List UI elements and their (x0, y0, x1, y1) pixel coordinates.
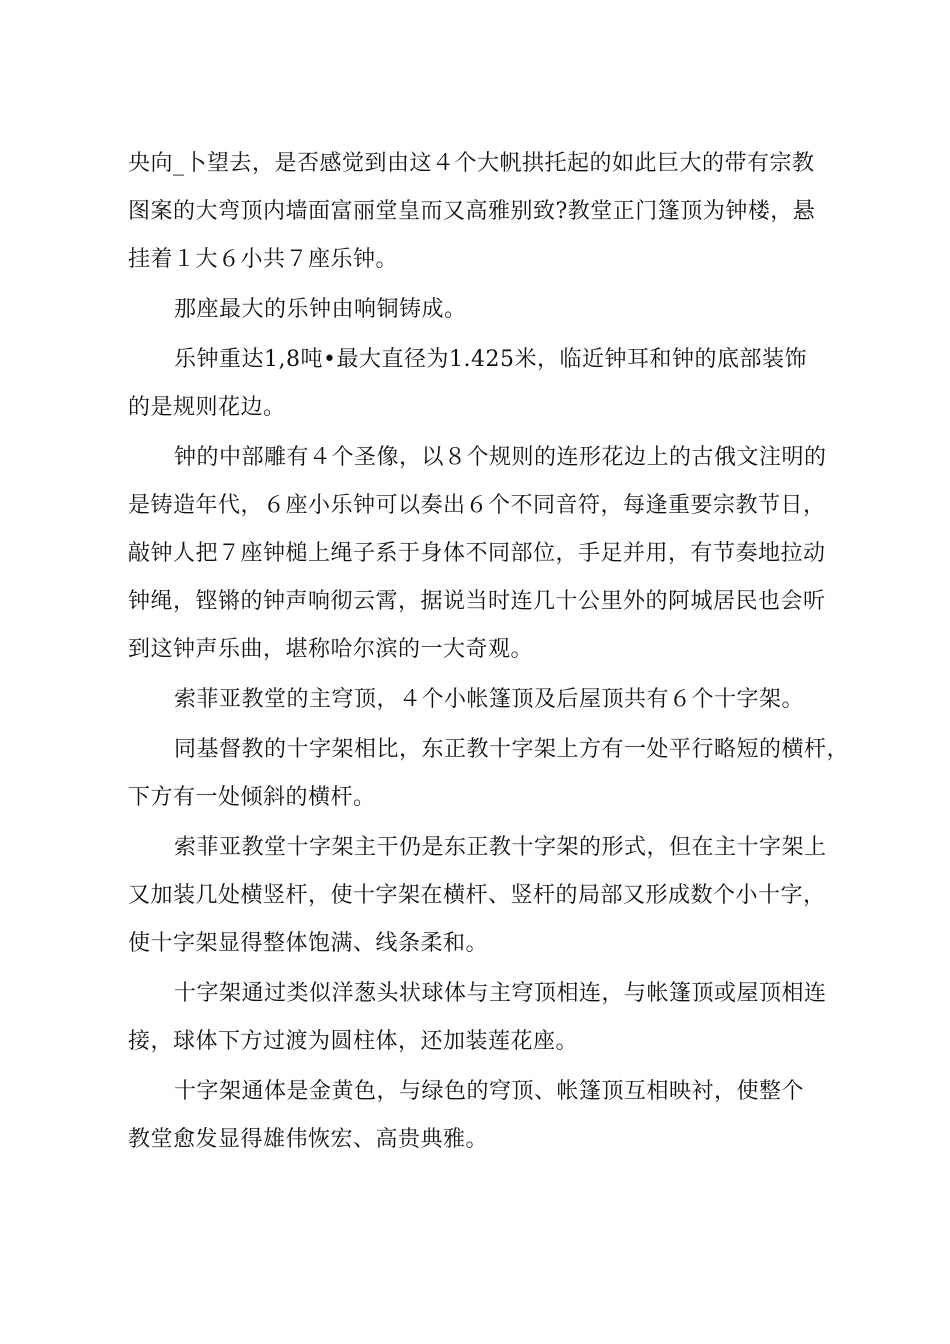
paragraph-6 (128, 726, 848, 822)
text-line: 挂着１大６小共７座乐钟。 (128, 247, 399, 272)
paragraph-5 (128, 676, 848, 724)
text-line: 钟的中部雕有４个圣像，以８个规则的连形花边上的古俄文注明的 (174, 445, 827, 470)
text-line: 下方有一处倾斜的横杆。 (128, 785, 376, 810)
text-line: 使十字架显得整体饱满、线条柔和。 (128, 931, 489, 956)
body-text (128, 140, 848, 1166)
text-line: 教堂愈发显得雄伟恢宏、高贵典雅。 (128, 1127, 489, 1152)
text-line: 钟绳，铿锵的钟声响彻云霄，据说当时连几十公里外的阿城居民也会听 (128, 589, 826, 614)
text-line: 那座最大的乐钟由响铜铸成。 (174, 297, 467, 322)
text-line: 索菲亚教堂十字架主干仍是东正教十字架的形式，但在主十字架上 (174, 835, 827, 860)
text-line: 央向_卜望去，是否感觉到由这４个大帆拱托起的如此巨大的带有宗教 (128, 151, 815, 176)
text-line: 的是规则花边。 (128, 395, 286, 420)
text-line: 十字架通过类似洋葱头状球体与主穹顶相连，与帐篷顶或屋顶相连 (174, 981, 827, 1006)
text-line: 十字架通体是金黄色，与绿色的穹顶、帐篷顶互相映衬，使整个 (174, 1079, 805, 1104)
paragraph-1 (128, 140, 848, 284)
text-line: 同基督教的十字架相比，东正教十字架上方有一处平行略短的横杆， (174, 737, 850, 762)
paragraph-7 (128, 824, 848, 968)
text-line: 到这钟声乐曲，堪称哈尔滨的一大奇观。 (128, 637, 534, 662)
paragraph-9 (128, 1068, 848, 1164)
text-line: 又加装几处横竖杆，使十字架在横杆、竖杆的局部又形成数个小十字， (128, 883, 826, 908)
text-line: 接，球体下方过渡为圆柱体，还加装莲花座。 (128, 1029, 579, 1054)
text-line: 乐钟重达1,8吨•最大直径为1.425米，临近钟耳和钟的底部装饰 (174, 347, 807, 372)
text-line: 图案的大弯顶内墙面富丽堂皇而又高雅别致?教堂正门篷顶为钟楼，悬 (128, 199, 816, 224)
text-line: 敲钟人把７座钟槌上绳子系于身体不同部位，手足并用，有节奏地拉动 (128, 541, 826, 566)
text-line: 是铸造年代，６座小乐钟可以奏出６个不同音符，每逢重要宗教节日， (128, 493, 826, 518)
paragraph-3 (128, 336, 848, 432)
paragraph-8 (128, 970, 848, 1066)
paragraph-4 (128, 434, 848, 674)
paragraph-2 (128, 286, 848, 334)
text-line: 索菲亚教堂的主穹顶，４个小帐篷顶及后屋顶共有６个十字架。 (174, 687, 805, 712)
